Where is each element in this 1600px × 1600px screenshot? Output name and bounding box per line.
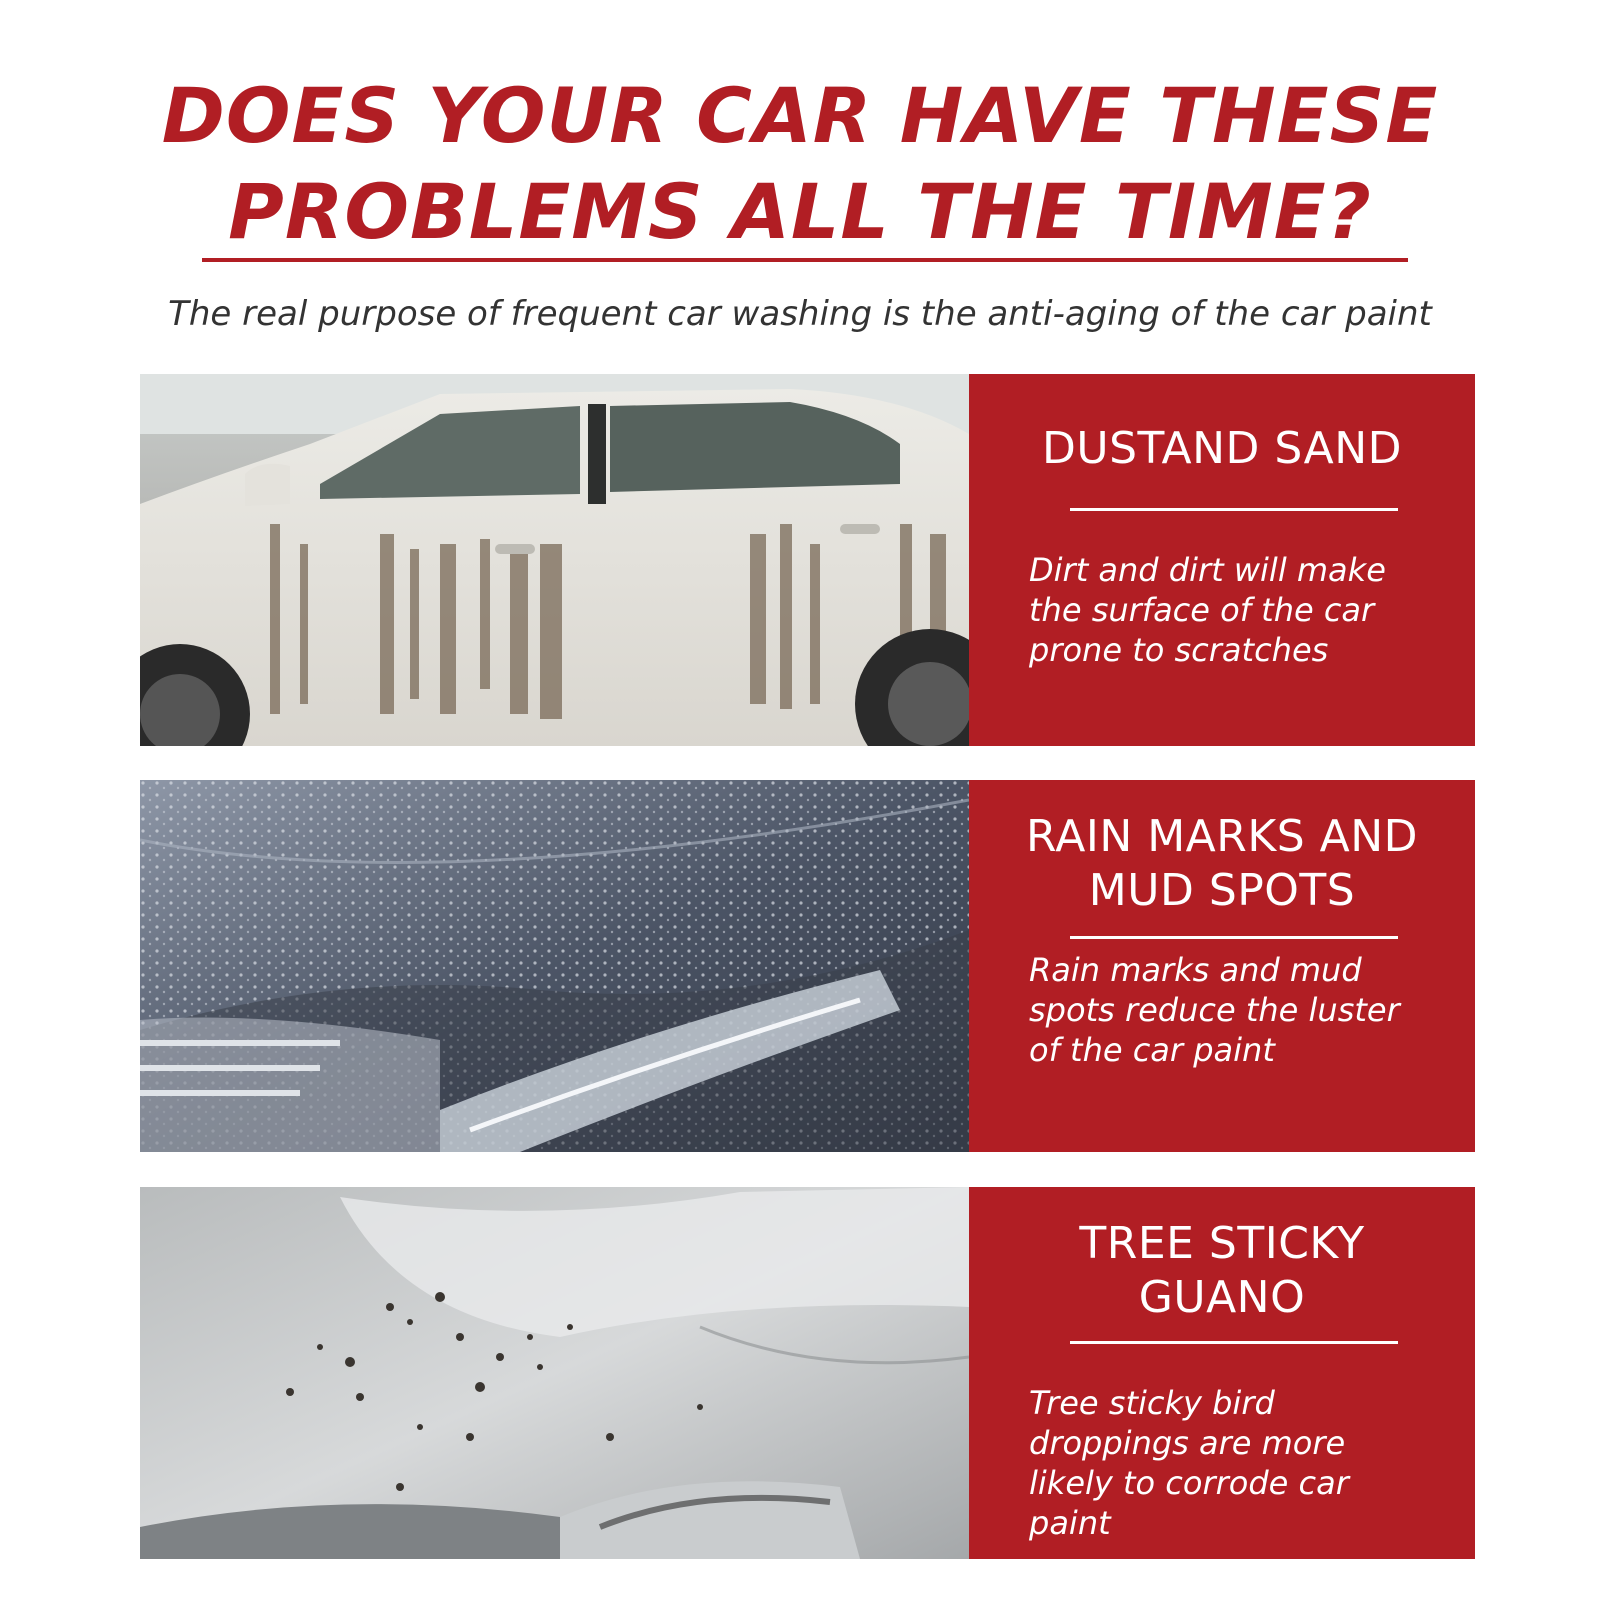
problem-title [989, 422, 1455, 476]
problem-title-line: RAIN MARKS AND [1025, 811, 1419, 862]
problem-title-line: DUSTAND SAND [1042, 423, 1402, 474]
problem-desc-line: spots reduce the luster [1029, 991, 1400, 1029]
problem-panel-rain-marks [969, 780, 1475, 1152]
problem-desc-line: Tree sticky bird [1029, 1384, 1275, 1422]
headline-line-2: PROBLEMS ALL THE TIME? [228, 167, 1372, 256]
problem-description [1029, 550, 1459, 670]
problem-divider [1070, 936, 1398, 939]
problem-desc-line: prone to scratches [1029, 631, 1329, 669]
problem-title [989, 1217, 1455, 1325]
problem-panel-tree-sticky-guano [969, 1187, 1475, 1559]
problem-title-line: MUD SPOTS [1088, 865, 1356, 916]
problem-desc-line: paint [1029, 1504, 1111, 1542]
subtitle: The real purpose of frequent car washing is the anti-aging of the car paint [168, 294, 1432, 334]
problem-desc-line: Dirt and dirt will make [1029, 551, 1386, 589]
headline-divider [202, 258, 1408, 262]
problem-desc-line: likely to corrode car [1029, 1464, 1349, 1502]
problem-panel-dust-sand [969, 374, 1475, 746]
muddy-white-car-side-photo [140, 374, 969, 746]
problem-description [1029, 950, 1459, 1070]
problem-row-tree-sticky-guano [140, 1187, 1475, 1559]
problem-desc-line: droppings are more [1029, 1424, 1346, 1462]
headline [0, 68, 1600, 260]
problem-divider [1070, 1341, 1398, 1344]
problem-title [989, 810, 1455, 918]
problem-row-rain-marks [140, 780, 1475, 1152]
problem-desc-line: Rain marks and mud [1029, 951, 1362, 989]
rain-spotted-dark-car-hood-photo [140, 780, 969, 1152]
problem-desc-line: the surface of the car [1029, 591, 1375, 629]
silver-car-hood-with-bird-droppings-photo [140, 1187, 969, 1559]
problem-divider [1070, 508, 1398, 511]
headline-line-1: DOES YOUR CAR HAVE THESE [161, 71, 1439, 160]
problem-title-line: TREE STICKY [1079, 1218, 1365, 1269]
problem-title-line: GUANO [1138, 1272, 1306, 1323]
problem-desc-line: of the car paint [1029, 1031, 1275, 1069]
problem-description [1029, 1383, 1459, 1543]
problem-row-dust-sand [140, 374, 1475, 746]
